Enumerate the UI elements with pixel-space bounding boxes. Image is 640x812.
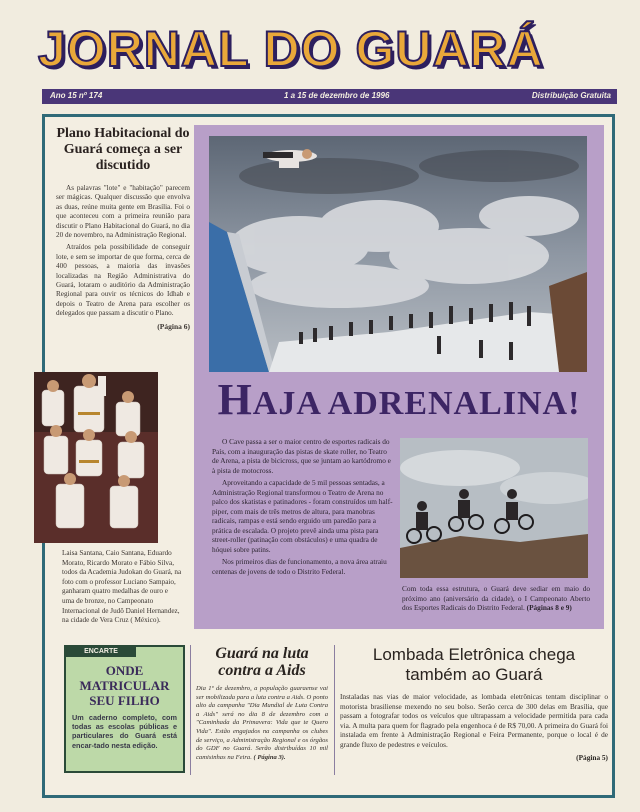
- encarte-tag: ENCARTE: [66, 647, 136, 657]
- aids-headline: Guará na luta contra a Aids: [215, 645, 309, 679]
- plano-article: [56, 126, 190, 331]
- bmx-page-ref: (Páginas 8 e 9): [526, 603, 572, 612]
- lombada-page-ref: (Página 5): [576, 753, 608, 762]
- aids-text: [196, 685, 328, 762]
- bmx-caption-text: Com toda essa estrutura, o Guará deve sediar em maio do próximo ano (aniversário da cidade), o I Campeonato Aberto dos Esportes Radicais do Distrito Federal.: [402, 584, 590, 612]
- edition-number: Ano 15 nº 174: [50, 91, 103, 100]
- adrenalina-headline-initial: H: [217, 375, 253, 424]
- edition-bar: [42, 89, 617, 104]
- judo-team-photo: [34, 372, 158, 543]
- adrenalina-headline: [194, 374, 604, 425]
- column-divider: [190, 645, 191, 775]
- lombada-text: Instaladas nas vias de maior velocidade, as lombada eletrônicas tentam disciplinar o motorista brasiliense mexendo no seu bolso. Serão cerca de 300 delas em Brasília, que passam a fotografar todos os veículos que ultrapassam a velocidade permitida para cada via. A multa para quem for flagrado pela engenhoca é de R$ 70,00. A primeira do Guará foi instalada em frente à Administração Regional e Feira Permanente, porque o local é de grande fluxo de pedestres e veículos.: [340, 692, 608, 749]
- skate-ramp-photo: [209, 136, 587, 372]
- lombada-headline: Lombada Eletrônica chega também ao Guará: [372, 645, 576, 684]
- plano-page-ref: (Página 6): [157, 321, 190, 331]
- column-divider: [334, 645, 335, 775]
- bmx-caption: [402, 584, 590, 613]
- masthead: [38, 18, 618, 80]
- adrenalina-paragraph: O Cave passa a ser o maior centro de esportes radicais do País, com a inauguração das pistas de skate roller, no Teatro de Arena, a pista de bicicross, que se juntam ao kartódromo e à pista de motocross.: [212, 437, 391, 475]
- plano-paragraph: As palavras "lote" e "habitação" parecem ser mágicas. Qualquer discussão que envolva as duas, reúne muita gente em Brasília. Foi o que aconteceu com a primeira reunião para discutir o Plano Habitacional do Guará, no dia 20 de novembro, na Administração Regional.: [56, 184, 190, 240]
- edition-date: 1 a 15 de dezembro de 1996: [284, 91, 390, 100]
- plano-paragraph: Atraídos pela possibilidade de conseguir lote, e sem se importar de que forma, cerca de 400 pessoas, a maioria das invasões localizadas na Região Administrativa do Guará, lotaram o auditório da Administração Regional para ouvir os técnicos do Idhab e depois o Teatro de Arena para escolher os delegados que passam a discutir o Plano.: [56, 243, 190, 318]
- newspaper-title: JORNAL DO GUARÁ: [38, 21, 544, 77]
- bmx-riders-photo: [400, 438, 588, 578]
- adrenalina-headline-rest: AJA ADRENALINA!: [252, 385, 581, 422]
- adrenalina-paragraph: Nos primeiros dias de funcionamento, a nova área atraiu centenas de jovens de todo o Distrito Federal.: [212, 557, 387, 576]
- aids-body: Dia 1º de dezembro, a população guaraense vai ser mobilizada para a luta contra a Aids. O ponto alto da campanha "Dia Mundial de Luta Contra a Aids" será no dia 8 de dezembro com a "Caminhada da Primavera: Vida que te Quero Vida". Estão engajados na campanha os clubes de serviço, a Administração Regional e os órgãos do GDF no Guará. Serão distribuídas 10 mil camisinhas na Feira.: [196, 685, 328, 761]
- lombada-article: [340, 645, 608, 762]
- adrenalina-paragraph: Aproveitando a capacidade de 5 mil pessoas sentadas, a Administração Regional transformou o Teatro de Arena no palco dos skatistas e patinadores - foram construídos um half-piper, com mais de três metros de altura, para manobras radicais, rampas e está sendo erguido um paredão para a prática de escalada. O projeto prevê ainda uma pista para street-roller (patinação com obstáculos) e uma quadra de hóquei sobre patins.: [212, 478, 393, 554]
- aids-article: [196, 645, 328, 762]
- encarte-box: [64, 645, 185, 773]
- encarte-text: Um caderno completo, com todas as escolas públicas e particulares do Guará está encar-tado nesta edição.: [72, 713, 177, 750]
- aids-page-ref: ( Página 3).: [253, 753, 286, 761]
- plano-headline: Plano Habitacional do Guará começa a ser discutido: [56, 126, 190, 173]
- encarte-headline: ONDE MATRICULAR SEU FILHO: [79, 663, 170, 708]
- judo-caption: Laisa Santana, Caio Santana, Eduardo Morato, Ricardo Morato e Fábio Silva, todos da Academia Judokan do Guará, na foto com o professor Luciano Sampaio, ganharam quatro medalhas de ouro e uma de bronze, no Campeonato Internacional de Judô Daniel Hernandez, na cidade de Vera Cruz ( México).: [62, 549, 182, 625]
- distribution-note: Distribuição Gratuita: [531, 91, 611, 100]
- adrenalina-text: [212, 437, 394, 579]
